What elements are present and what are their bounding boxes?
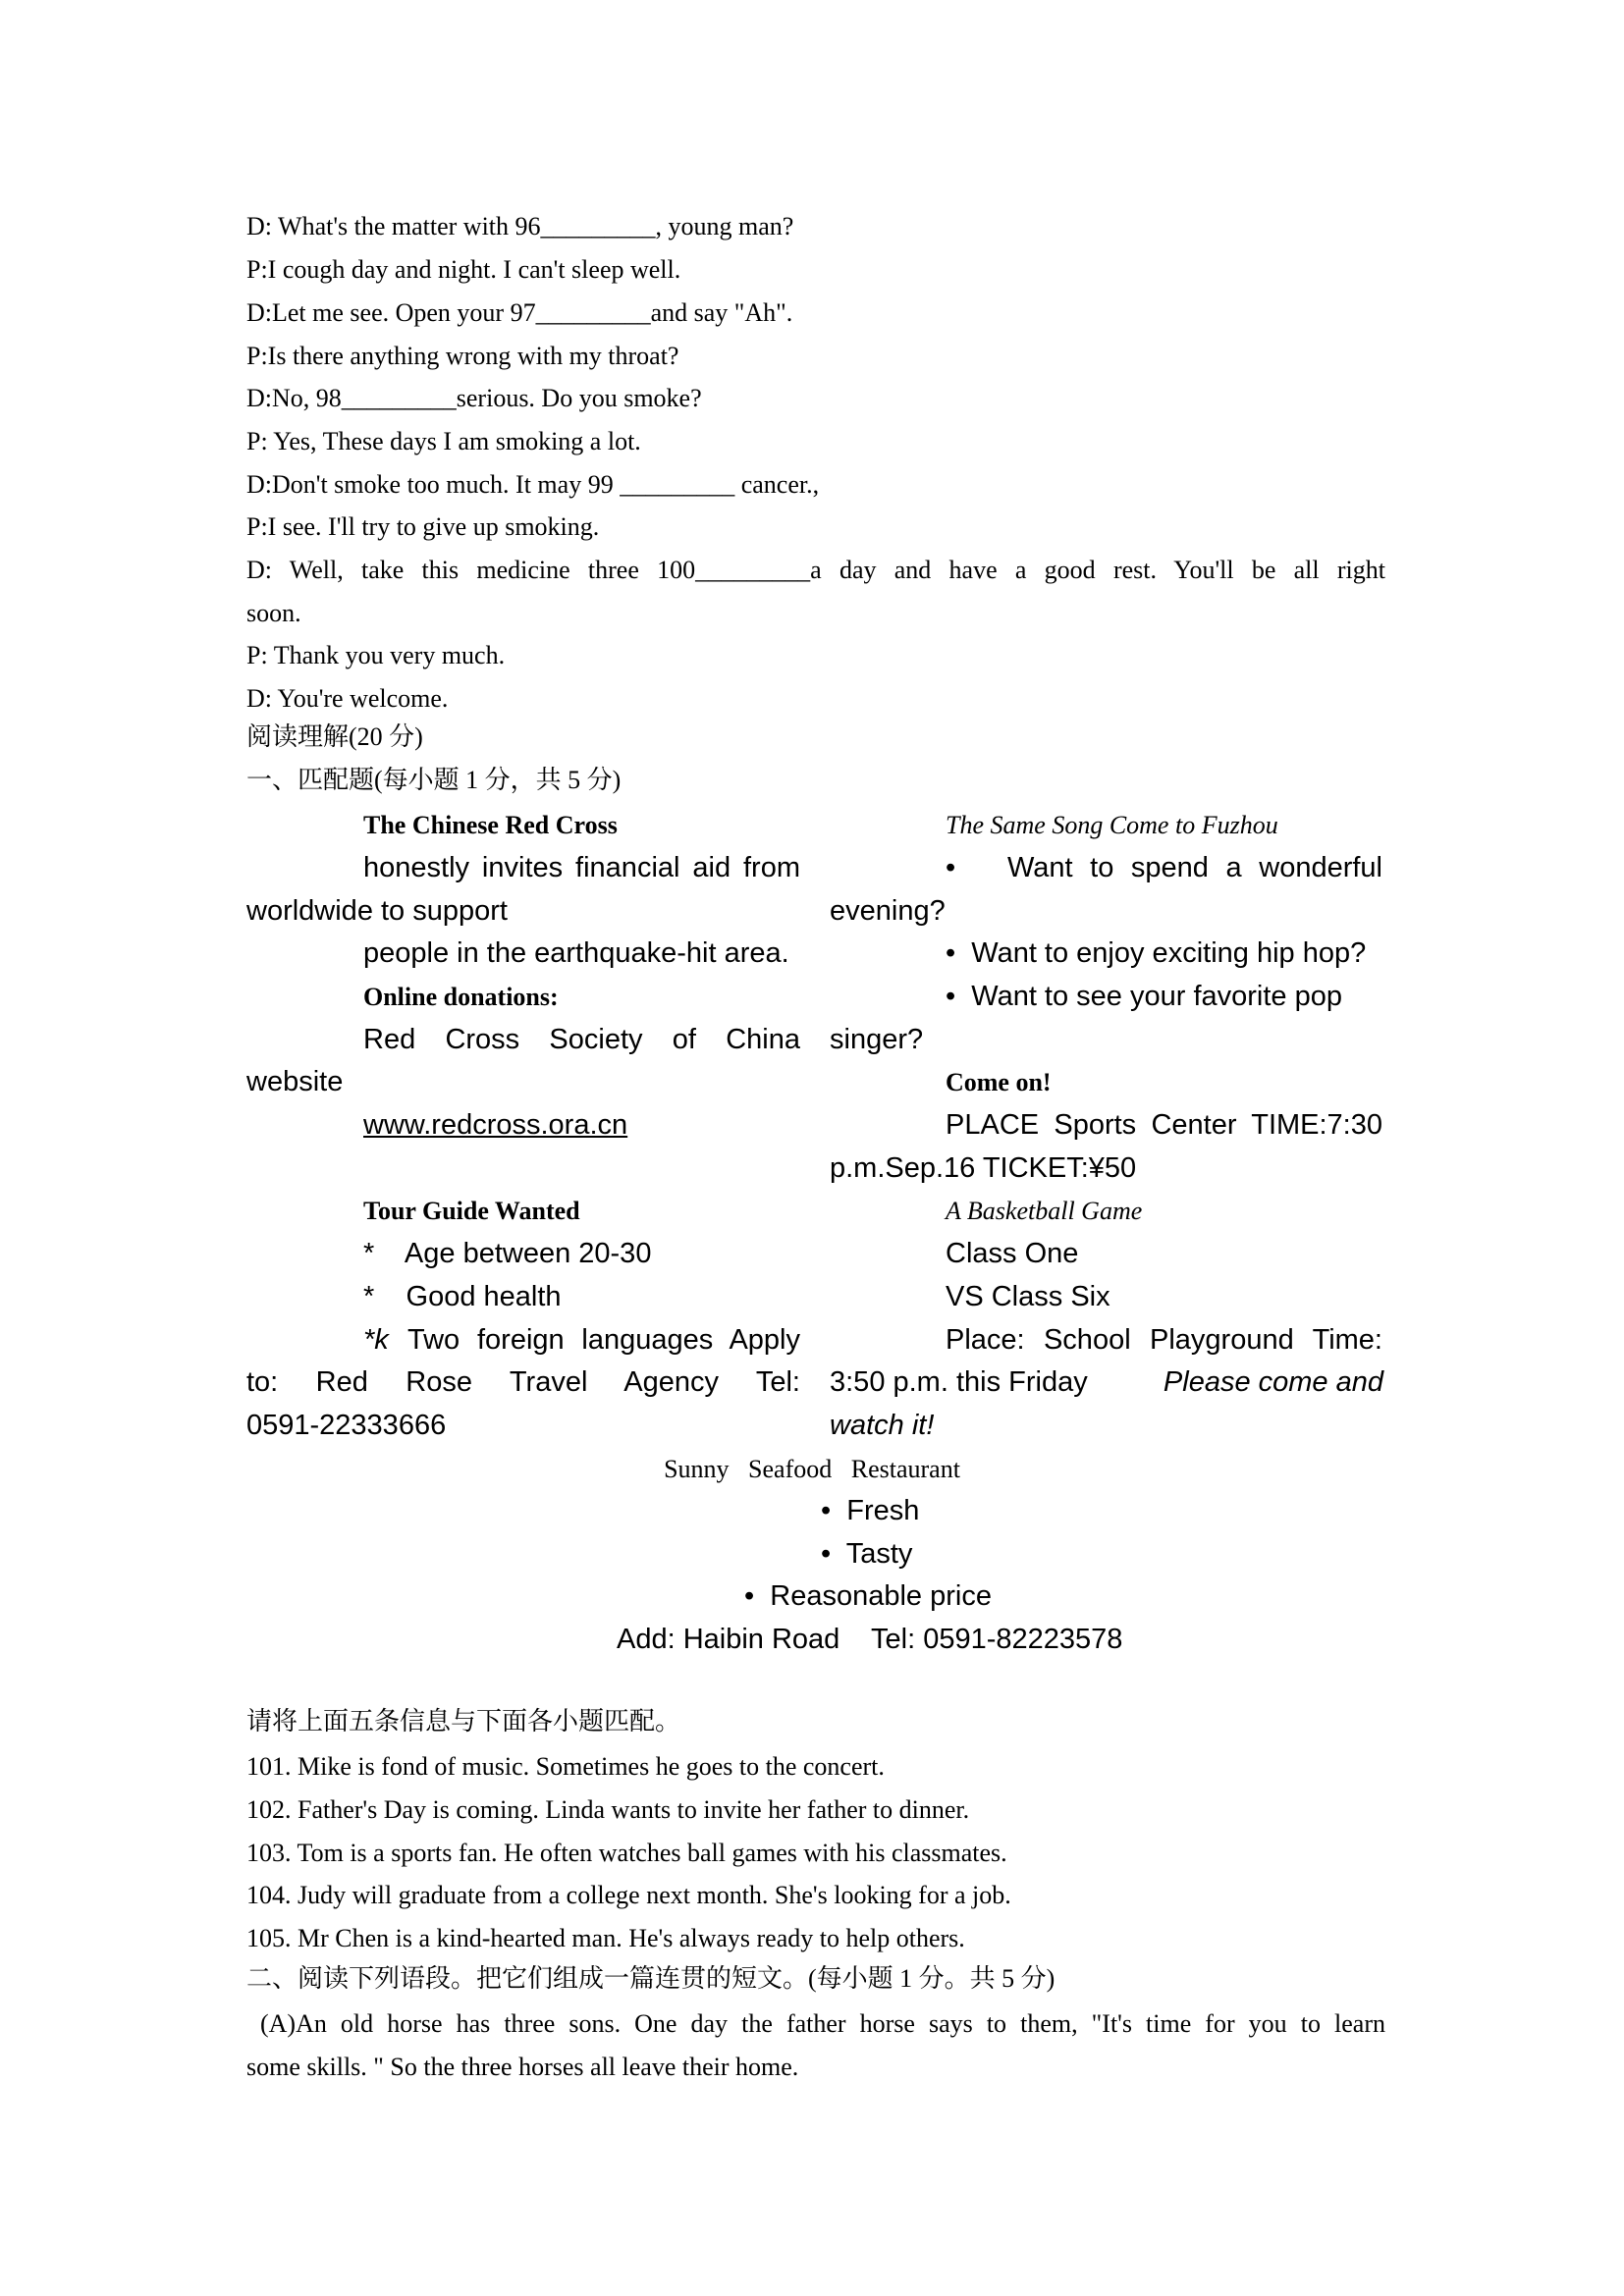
ad-text: p.m.Sep.16 TICKET:¥50	[830, 1152, 1137, 1184]
ad-text: website	[246, 1066, 344, 1097]
dialogue-line: D: You're welcome.	[246, 684, 449, 713]
ad-bullet: • Reasonable price	[744, 1580, 992, 1612]
dialogue-line: soon.	[246, 599, 301, 627]
dialogue-line: D:No, 98_________serious. Do you smoke?	[246, 384, 702, 412]
question: 101. Mike is fond of music. Sometimes he goes to the concert.	[246, 1752, 885, 1781]
ad-text: singer?	[830, 1024, 924, 1055]
ad-text: to: Red Rose Travel Agency Tel:	[246, 1366, 800, 1398]
ad-text: Class One	[946, 1238, 1079, 1269]
ad-time-text: 3:50 p.m. this Friday	[830, 1366, 1088, 1398]
dialogue-line: P:I cough day and night. I can't sleep well.	[246, 255, 681, 284]
ad-text: Place: School Playground Time:	[946, 1324, 1382, 1356]
dialogue-line: D:Don't smoke too much. It may 99 _________ cancer.,	[246, 470, 820, 499]
ad-text: honestly invites financial aid from	[363, 852, 800, 883]
ad-requirement: * Good health	[363, 1281, 562, 1312]
ad-bullet: • Want to spend a wonderful	[946, 852, 1382, 883]
ad-subtitle: Online donations:	[363, 983, 559, 1011]
question: 104. Judy will graduate from a college next month. She's looking for a job.	[246, 1881, 1011, 1909]
ad-title: The Chinese Red Cross	[363, 811, 618, 839]
ad-text: worldwide to support	[246, 895, 508, 927]
section-heading: 二、阅读下列语段。把它们组成一篇连贯的短文。(每小题 1 分。共 5 分)	[246, 1964, 1056, 1993]
dialogue-line: P: Yes, These days I am smoking a lot.	[246, 427, 641, 455]
dialogue-line: P: Thank you very much.	[246, 641, 506, 669]
restaurant-contact: Add: Haibin Road Tel: 0591-82223578	[617, 1624, 1123, 1655]
passage-line: (A)An old horse has three sons. One day the father horse says to them, "It's time for you to learn	[260, 2009, 1385, 2038]
ad-title: Tour Guide Wanted	[363, 1197, 580, 1225]
ad-text: 0591-22333666	[246, 1410, 447, 1441]
restaurant-name: Sunny Seafood Restaurant	[664, 1455, 960, 1483]
dialogue-line: D: What's the matter with 96_________, young man?	[246, 212, 794, 240]
ad-text: VS Class Six	[946, 1281, 1110, 1312]
dialogue-line: P:Is there anything wrong with my throat?	[246, 342, 679, 370]
asterisk-mark: *k	[363, 1324, 389, 1356]
ad-text: Red Cross Society of China	[363, 1024, 800, 1055]
ad-invite-text: Please come and	[1163, 1366, 1383, 1398]
ad-text: people in the earthquake-hit area.	[363, 937, 789, 969]
ad-subtitle: Come on!	[946, 1068, 1052, 1096]
ad-requirement	[363, 1326, 800, 1355]
ad-requirement: * Age between 20-30	[363, 1238, 652, 1269]
ad-text: evening?	[830, 895, 946, 927]
donation-link[interactable]: www.redcross.ora.cn	[363, 1109, 628, 1141]
question: 102. Father's Day is coming. Linda wants to invite her father to dinner.	[246, 1795, 970, 1824]
dialogue-line: D: Well, take this medicine three 100_________a day and have a good rest. You'll be all right	[246, 556, 1385, 584]
ad-title: The Same Song Come to Fuzhou	[946, 811, 1278, 839]
question: 103. Tom is a sports fan. He often watches ball games with his classmates.	[246, 1839, 1007, 1867]
instruction: 请将上面五条信息与下面各小题匹配。	[246, 1707, 681, 1735]
dialogue-line: D:Let me see. Open your 97_________and say "Ah".	[246, 298, 793, 327]
section-heading: 一、匹配题(每小题 1 分，共 5 分)	[246, 766, 622, 794]
ad-bullet: • Want to enjoy exciting hip hop?	[946, 937, 1367, 969]
ad-invite-text: watch it!	[830, 1410, 935, 1441]
ad-title: A Basketball Game	[946, 1197, 1143, 1225]
ad-text	[830, 1368, 1383, 1397]
ad-bullet: • Want to see your favorite pop	[946, 981, 1343, 1012]
passage-line: some skills. " So the three horses all leave their home.	[246, 2053, 799, 2081]
ad-text: PLACE Sports Center TIME:7:30	[946, 1109, 1382, 1141]
ad-text: Two foreign languages Apply	[407, 1324, 800, 1356]
section-heading: 阅读理解(20 分)	[246, 722, 423, 751]
question: 105. Mr Chen is a kind-hearted man. He's always ready to help others.	[246, 1924, 965, 1952]
dialogue-line: P:I see. I'll try to give up smoking.	[246, 512, 600, 541]
ad-bullet: • Fresh	[821, 1495, 920, 1526]
ad-bullet: • Tasty	[821, 1538, 913, 1570]
